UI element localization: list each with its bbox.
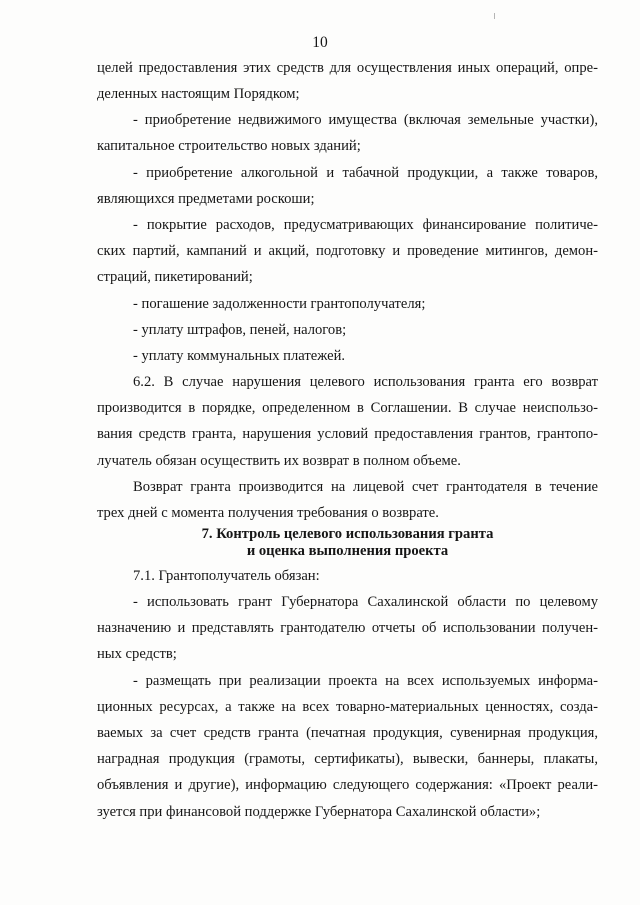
text-line: - уплату коммунальных платежей. [133,348,346,364]
text-line: трех дней с момента получения требования о возврате. [97,505,439,521]
text-line: - размещать при реализации проекта на всех используемых информа- [133,673,598,689]
section-heading: и оценка выполнения проекта [246,543,449,559]
page-number: 10 [312,34,328,51]
text-line: целей предоставления этих средств для осуществления иных операций, опре- [97,60,598,76]
text-line: капитальное строительство новых зданий; [97,138,361,154]
text-line: ских партий, кампаний и акций, подготовку и проведение митингов, демон- [97,243,598,259]
text-line: наградная продукция (грамоты, сертификаты), вывески, баннеры, плакаты, [97,751,598,767]
text-line: зуется при финансовой поддержке Губернатора Сахалинской области»; [97,804,541,820]
text-line: 6.2. В случае нарушения целевого использования гранта его возврат [133,374,598,390]
text-line: являющихся предметами роскоши; [97,191,315,207]
scan-mark [494,13,495,19]
text-line: - приобретение алкогольной и табачной продукции, а также товаров, [133,165,598,181]
text-line: Возврат гранта производится на лицевой счет грантодателя в течение [133,479,598,495]
text-line: - уплату штрафов, пеней, налогов; [133,322,347,338]
text-line: 7.1. Грантополучатель обязан: [133,568,320,584]
text-line: ваемых за счет средств гранта (печатная продукция, сувенирная продукция, [97,725,598,741]
text-line: деленных настоящим Порядком; [97,86,300,102]
text-line: производится в порядке, определенном в Соглашении. В случае неиспользо- [97,400,598,416]
text-line: ционных ресурсах, а также на всех товарно-материальных ценностях, созда- [97,699,598,715]
text-line: страций, пикетирований; [97,269,253,285]
text-line: лучатель обязан осуществить их возврат в полном объеме. [97,453,461,469]
section-heading: 7. Контроль целевого использования гранта [201,526,494,542]
text-line: ных средств; [97,646,177,662]
text-line: - покрытие расходов, предусматривающих финансирование политиче- [133,217,598,233]
text-line: - использовать грант Губернатора Сахалинской области по целевому [133,594,598,610]
text-line: - погашение задолженности грантополучателя; [133,296,426,312]
text-line: - приобретение недвижимого имущества (включая земельные участки), [133,112,598,128]
text-line: объявления и другие), информацию следующего содержания: «Проект реали- [97,777,598,793]
text-line: назначению и представлять грантодателю отчеты об использовании получен- [97,620,598,636]
text-line: вания средств гранта, нарушения условий предоставления грантов, грантопо- [97,426,598,442]
